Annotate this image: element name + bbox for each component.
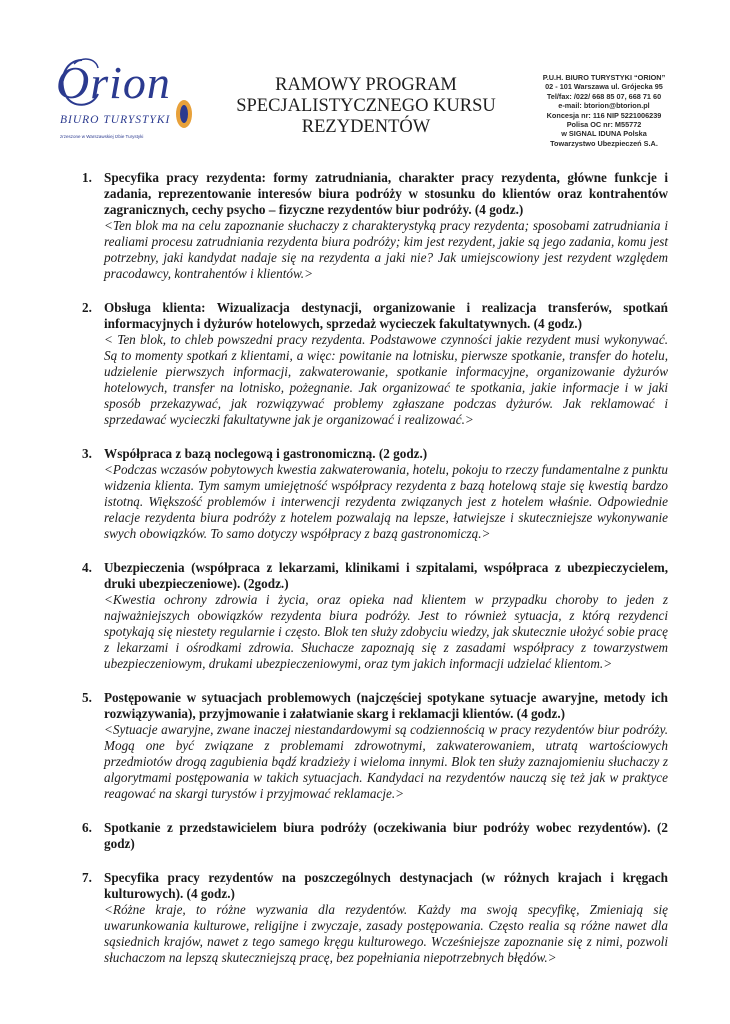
program-item — [82, 170, 668, 282]
item-number: 5. — [82, 690, 92, 705]
company-line: Tel/fax: /022/ 668 85 07, 668 71 60 — [546, 91, 662, 101]
company-line: w SIGNAL IDUNA Polska — [561, 129, 647, 139]
program-item — [82, 870, 668, 966]
program-item — [82, 690, 668, 802]
item-number: 3. — [82, 446, 92, 461]
program-item — [82, 300, 668, 428]
program-item — [82, 446, 668, 542]
document-header — [0, 0, 730, 150]
item-heading: Spotkanie z przedstawicielem biura podróży (oczekiwania biur podróży wobec rezydentów). (2 godz) — [104, 820, 668, 851]
item-description: <Różne kraje, to różne wyzwania dla rezydentów. Każdy ma swoją specyfikę, Zmieniają się uwarunkowania kulturowe, religijne i zwyczaje, zasady postępowania. Często realia są różne nawet dla sąsiednich krajów, nawet z tego samego kręgu kulturowego. Wcześniejsze zapoznanie się z nimi, pozwoli słuchaczom na lepszą skuteczniejszą pracę, bez popełniania niepotrzebnych błędów.> — [104, 902, 668, 965]
item-heading: Ubezpieczenia (współpraca z lekarzami, klinikami i szpitalami, współpraca z ubezpieczycielem, druki ubezpieczeniowe). (2godz.) — [104, 560, 668, 591]
company-line: Towarzystwo Ubezpieczeń S.A. — [550, 138, 658, 148]
program-item — [82, 820, 668, 852]
item-number: 2. — [82, 300, 92, 315]
logo-tagline: zrzeszone w Warszawskiej Izbie Turystyki — [60, 134, 144, 139]
title-line-2: SPECJALISTYCZNEGO KURSU — [236, 96, 496, 116]
item-description: <Sytuacje awaryjne, zwane inaczej niestandardowymi są codziennością w pracy rezydentów biur podróży. Mogą one być związane z problemami zdrowotnymi, zakwaterowaniem, utratą wartościowych przedmiotów drogą zagubienia bądź kradzieży i wieloma innymi. Blok ten służy zaznajomieniu słuchaczy z algorytmami postępowania w takich sytuacjach. Kandydaci na rezydentów nauczą się też jak w praktyce reagować na skargi turystów i przyjmować reklamacje.> — [104, 722, 668, 801]
company-line: 02 - 101 Warszawa ul. Grójecka 95 — [545, 82, 663, 92]
item-heading: Obsługa klienta: Wizualizacja destynacji, organizowanie i realizacja transferów, spotkań informacyjnych i dyżurów hotelowych, sprzedaż wycieczek fakultatywnych. (4 godz.) — [104, 300, 668, 331]
item-heading: Specyfika pracy rezydenta: formy zatrudniania, charakter pracy rezydenta, główne funkcje i zadania, reprezentowanie interesów biura podróży w stosunku do klientów oraz kontrahentów zagranicznych, cechy psycho – fizyczne rezydentów biur podróży. (4 godz.) — [104, 170, 668, 217]
title-line-1: RAMOWY PROGRAM — [275, 75, 457, 95]
program-list — [82, 170, 668, 984]
item-description: <Kwestia ochrony zdrowia i życia, oraz opieka nad klientem w przypadku choroby to jeden z najważniejszych obowiązków rezydenta biura podróży. Jest to również sytuacja, z którą rezydenci spotykają się niestety regularnie i często. Blok ten służy zdobyciu wiedzy, jak skutecznie ułożyć sobie pracę z lekarzami i ośrodkami zdrowia. Słuchacze zapoznają się z zasadami współpracy z towarzystwem ubezpieczeniowym, drukami ubezpieczeniowymi, oraz tym jakich informacji udzielać klientom.> — [104, 592, 668, 671]
item-heading: Specyfika pracy rezydentów na poszczególnych destynacjach (w różnych krajach i kręgach kulturowych). (4 godz.) — [104, 870, 668, 901]
item-description: <Podczas wczasów pobytowych kwestia zakwaterowania, hotelu, pokoju to rzeczy fundamentalne z punktu widzenia klienta. Tym samym umiejętność współpracy rezydenta z bazą hotelową staje się kwestią bardzo istotną. Większość problemów i interwencji rezydenta związanych jest z hotelem właśnie. Odpowiednie relacje rezydenta biura podróży z hotelem pozwalają na lepsze, łatwiejsze i skuteczniejsze wykonywanie swych obowiązków. To samo dotyczy współpracy z bazą gastronomiczą.> — [104, 462, 668, 541]
document-title — [228, 75, 504, 138]
item-number: 4. — [82, 560, 92, 575]
logo-subtitle: BIURO TURYSTYKI — [60, 114, 171, 126]
item-description: <Ten blok ma na celu zapoznanie słuchaczy z charakterystyką pracy rezydenta; sposobami zatrudniania i realiami procesu zatrudniania rezydenta biura podróży; kim jest rezydent, jakie są jego zadania, komu jest potrzebny, jaki kandydat nadaje się na rezydenta a jaki nie? Jak umiejscowiony jest rezydent względem pracodawcy, kontrahentów i klientów.> — [104, 218, 668, 281]
item-number: 6. — [82, 820, 92, 835]
logo-name: Orion — [56, 57, 171, 108]
company-email: e-mail: btorion@btorion.pl — [558, 101, 650, 111]
item-heading: Postępowanie w sytuacjach problemowych (najczęściej spotykane sytuacje awaryjne, metody ich rozwiązywania), przyjmowanie i załatwianie skarg i reklamacji klientów. (4 godz.) — [104, 690, 668, 721]
item-description: < Ten blok, to chleb powszedni pracy rezydenta. Podstawowe czynności jakie rezydent musi wykonywać. Są to momenty spotkań z klientami, a więc: powitanie na lotnisku, pierwsze spotkanie, transfer do hotelu, udzielenie pierwszych informacji, zakwaterowanie, spotkanie informacyjne, organizowanie dyżurów hotelowych, transfer na lotnisko, pożegnanie. Jak organizować te spotkania, jakie informacje i w jaki sposób przekazywać, jak rozwiązywać problemy zgłaszane podczas dyżurów. Jak reklamować i sprzedawać wycieczki fakultatywne jak je organizować i realizować.> — [104, 332, 668, 427]
item-number: 7. — [82, 870, 92, 885]
item-heading: Współpraca z bazą noclegową i gastronomiczną. (2 godz.) — [104, 446, 428, 461]
company-info — [528, 73, 680, 148]
company-line: P.U.H. BIURO TURYSTYKI “ORION” — [542, 73, 666, 82]
title-line-3: REZYDENTÓW — [301, 117, 431, 137]
item-number: 1. — [82, 170, 92, 185]
logo-badge-figure-icon — [180, 105, 188, 123]
company-line: Koncesja nr: 116 NIP 5221006239 — [546, 110, 662, 120]
program-item — [82, 560, 668, 672]
company-line: Polisa OC nr: M55772 — [566, 120, 642, 130]
orion-logo — [52, 56, 200, 154]
